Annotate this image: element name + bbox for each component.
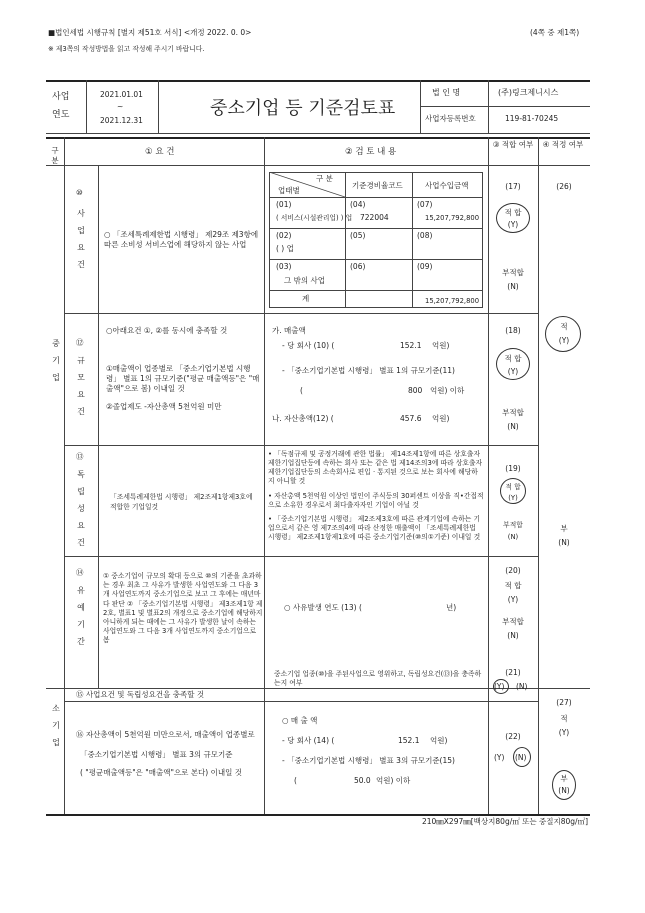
row103-unfit-no: (N) bbox=[507, 533, 519, 541]
row103-number: ⑬ bbox=[76, 452, 84, 461]
row102-rev-a2-open: ( bbox=[300, 386, 303, 395]
row104-number: ⑭ bbox=[76, 568, 84, 577]
row101-requirement: ○ 「조세특례제한법 시행령」 제29조 제3항에 따른 소비성 서비스업에 해당하지 않는 사업 bbox=[104, 230, 259, 249]
col-adequacy: ③ 적합 여부 bbox=[492, 140, 534, 149]
row105-review: 중소기업 업종(⑩)을 주된사업으로 영위하고, 독립성요건(⑬)을 충족하는지 여부 bbox=[274, 670, 482, 687]
header-bottom-border bbox=[46, 165, 590, 166]
row104-rev-close: 년) bbox=[446, 603, 457, 612]
line1-no: (01) bbox=[276, 200, 292, 209]
row104-unfit: 부적합 bbox=[502, 617, 524, 626]
corp-name-label: 법 인 명 bbox=[432, 88, 461, 97]
grid-line bbox=[538, 137, 539, 814]
col-adequacy-2: ④ 적정 여부 bbox=[542, 140, 584, 149]
paper-spec: 210㎜X297㎜[백상지80g/㎡ 또는 중질지80g/㎡] bbox=[421, 817, 588, 826]
divider bbox=[86, 80, 87, 133]
divider bbox=[158, 80, 159, 133]
line2-amount-no: (08) bbox=[417, 231, 433, 240]
row104-rev-label: ○ 사유발생 연도 (13) ( bbox=[284, 603, 362, 612]
grid-line bbox=[269, 290, 483, 291]
small-total-no: (27) bbox=[556, 698, 572, 707]
row104-fit-no: (20) bbox=[505, 566, 521, 575]
table-header-amount: 사업수입금액 bbox=[425, 181, 469, 190]
row103-rev-3: • 「중소기업기본법 시행령」 제2조제3호에 따른 관계기업에 속하는 기업으로서 같은 영 제7조의4에 따라 산정한 매출액이 「조세특례제한법 시행령」 제2조제1항제1호에 따른 중소기업기준(⑩의①기준) 이내일 것 bbox=[268, 515, 481, 541]
fiscal-tilde: ~ bbox=[117, 102, 124, 111]
row106-fit-no: (22) bbox=[505, 732, 521, 741]
row102-req-1: ○아래요건 ①, ②를 동시에 충족할 것 bbox=[106, 326, 228, 335]
line1-code-no: (04) bbox=[350, 200, 366, 209]
corp-name: (주)링크제니시스 bbox=[498, 88, 559, 97]
col-requirement: ① 요 건 bbox=[145, 147, 175, 157]
line3-industry: 그 밖의 사업 bbox=[284, 276, 325, 285]
form-reference: ■법인세법 시행규칙 [별지 제51호 서식] <개정 2022. 0. 0> bbox=[48, 28, 252, 37]
grid-line bbox=[98, 165, 99, 688]
grid-line bbox=[345, 172, 346, 308]
row103-requirement: 「조세특례제한법 시행령」 제2조제1항제3호에 적합한 기업일것 bbox=[110, 493, 253, 511]
grid-line bbox=[488, 137, 489, 814]
col-review: ② 검 토 내 용 bbox=[345, 147, 397, 157]
section-label-small: 소 기 업 bbox=[52, 704, 60, 747]
grid-line bbox=[64, 445, 538, 446]
grid-line bbox=[64, 556, 538, 557]
row106-fit-yes: (Y) bbox=[494, 753, 505, 762]
row105-fit-yes: (Y) bbox=[494, 682, 505, 691]
line2-code-no: (05) bbox=[350, 231, 366, 240]
sme-total-no: (26) bbox=[556, 182, 572, 191]
table-bottom-border bbox=[46, 814, 590, 816]
total-amount: 15,207,792,800 bbox=[425, 297, 480, 305]
fiscal-end-date: 2021.12.31 bbox=[100, 116, 143, 125]
table-header-code: 기준경비율코드 bbox=[352, 181, 403, 190]
document-title: 중소기업 등 기준검토표 bbox=[210, 98, 396, 119]
grid-line bbox=[64, 137, 65, 814]
line1-code: 722004 bbox=[360, 213, 389, 222]
row102-fit: 적 합 bbox=[504, 354, 522, 363]
small-total-fit: 적 bbox=[560, 714, 568, 723]
sme-total-fit-yes: (Y) bbox=[558, 336, 570, 345]
row102-rev-a2-val: 800 bbox=[408, 386, 423, 395]
row106-rev-1-label: - 당 회사 (14) ( bbox=[282, 736, 335, 745]
row104-fit: 적 합 bbox=[504, 581, 522, 590]
row101-fit-yes: (Y) bbox=[507, 220, 519, 229]
row103-fit-yes: (Y) bbox=[508, 494, 518, 502]
row102-unfit: 부적합 bbox=[502, 408, 524, 417]
fiscal-year-label: 사업 bbox=[52, 92, 70, 102]
row102-rev-a: 가. 매출액 bbox=[272, 326, 306, 335]
small-total-unfit: 부 bbox=[560, 774, 568, 783]
row106-rev-2-open: ( bbox=[294, 776, 297, 785]
row102-unfit-no: (N) bbox=[507, 422, 519, 431]
row101-unfit: 부적합 bbox=[502, 268, 524, 277]
row104-unfit-no: (N) bbox=[507, 631, 519, 640]
col-gubun: 구 분 bbox=[51, 146, 59, 165]
row102-rev-b-label: 나. 자산총액(12) ( bbox=[272, 414, 334, 423]
row102-rev-a2: - 「중소기업기본법 시행령」 별표 1의 규모기준(11) bbox=[282, 366, 455, 375]
row105-fit-no: (21) bbox=[505, 668, 521, 677]
table-top-border bbox=[46, 137, 590, 139]
reg-number-label: 사업자등록번호 bbox=[425, 114, 476, 123]
line3-amount-no: (09) bbox=[417, 262, 433, 271]
grid-line bbox=[64, 313, 538, 314]
row103-fit-no: (19) bbox=[505, 464, 521, 473]
row101-number: ⑩ bbox=[76, 188, 83, 197]
small-total-unfit-no: (N) bbox=[558, 786, 570, 795]
line3-no: (03) bbox=[276, 262, 292, 271]
row101-fit: 적 합 bbox=[504, 208, 522, 217]
row103-unfit: 부적합 bbox=[503, 521, 523, 529]
table-header-gubun: 구 분 bbox=[316, 174, 333, 183]
grid-line bbox=[64, 701, 264, 702]
row102-number: ⑫ bbox=[76, 338, 84, 347]
row102-fit-no: (18) bbox=[505, 326, 521, 335]
row106-rev-1-val: 152.1 bbox=[398, 736, 420, 745]
row105-requirement: ⑮ 사업요건 및 독립성요건을 충족할 것 bbox=[76, 690, 205, 699]
row104-label: 유예기간 bbox=[77, 586, 85, 646]
line1-amount: 15,207,792,800 bbox=[425, 214, 480, 222]
section-label-sme: 중 기 업 bbox=[52, 339, 60, 382]
row103-label: 독립성요건 bbox=[77, 470, 85, 547]
row106-rev-title: ○ 매 출 액 bbox=[282, 716, 318, 725]
line2-no: (02) bbox=[276, 231, 292, 240]
row102-rev-a1-label: - 당 회사 (10) ( bbox=[282, 341, 335, 350]
sme-total-unfit-no: (N) bbox=[558, 538, 570, 547]
row102-fit-yes: (Y) bbox=[507, 367, 519, 376]
row106-fit-no-mark: (N) bbox=[515, 753, 527, 762]
sme-total-unfit: 부 bbox=[560, 524, 568, 533]
sme-total-fit: 적 bbox=[560, 322, 568, 331]
row102-rev-a1-val: 152.1 bbox=[400, 341, 422, 350]
row106-rev-2: - 「중소기업기본법 시행령」 별표 3의 규모기준(15) bbox=[282, 756, 455, 765]
row101-fit-no: (17) bbox=[505, 182, 521, 191]
row106-req-2: 「중소기업기본법 시행령」 별표 3의 규모기준 bbox=[80, 750, 233, 759]
grid-line bbox=[269, 228, 483, 229]
row103-fit: 적 합 bbox=[505, 483, 521, 491]
grid-line bbox=[269, 197, 483, 198]
row103-rev-1: • 「독점규제 및 공정거래에 관한 법률」 제14조제1항에 따른 상호출자제한기업집단등에 속하는 회사 또는 같은 법 제14조의3에 따라 상호출자제한기업집단등의 소속회사로 편입 · 통지된 것으로 보는 회사에 해당하지 아니할 것 bbox=[268, 450, 483, 485]
grid-line bbox=[412, 172, 413, 308]
page-count: (4쪽 중 제1쪽) bbox=[530, 28, 580, 37]
grid-line bbox=[264, 137, 265, 814]
divider bbox=[420, 106, 590, 107]
row102-label: 규모요건 bbox=[77, 356, 85, 416]
row102-rev-b-unit: 억원) bbox=[432, 414, 450, 423]
reg-number: 119-81-70245 bbox=[505, 114, 559, 123]
table-header-industry: 업태별 bbox=[278, 186, 300, 195]
row102-req-2: ①매출액이 업종별로 「중소기업기본법 시행령」 별표 1의 규모기준("평균 매출액등"은 "매출액"으로 봄) 이내일 것 bbox=[106, 364, 260, 393]
row102-rev-b-val: 457.6 bbox=[400, 414, 422, 423]
row106-rev-1-unit: 억원) bbox=[430, 736, 448, 745]
line1-industry: ( 서비스(시설관리업) ) 업 bbox=[276, 214, 353, 222]
row106-req-3: ( "평균매출액등"은 "매출액"으로 본다) 이내일 것 bbox=[80, 768, 242, 777]
fiscal-year-label-2: 연도 bbox=[52, 110, 70, 120]
row102-req-3: ②졸업제도 -자산총액 5천억원 미만 bbox=[106, 402, 222, 411]
row104-requirement: ① 중소기업이 규모의 확대 등으로 ⑩의 기준을 초과하는 경우 최초 그 사유가 발생한 사업연도와 그 다음 3개 사업연도까지 중소기업으로 보고 그 후에는 매년마다 판단 ② 「중소기업기본법 시행령」 제3조제1항 제2호, 별표1 및 별표2의 개정으로 중소기업에 해당하지 아니하게 되는 때에는 그 사유가 발생한 날이 속하는 사업연도와 그 다음 3개 사업연도까지 중소기업으로 봄 bbox=[103, 572, 263, 645]
fiscal-start-date: 2021.01.01 bbox=[100, 90, 143, 99]
top-border bbox=[46, 80, 590, 82]
row102-rev-a1-unit: 억원) bbox=[432, 341, 450, 350]
line3-code-no: (06) bbox=[350, 262, 366, 271]
total-label: 계 bbox=[302, 294, 310, 303]
title-bottom-border bbox=[46, 133, 590, 134]
row104-fit-yes: (Y) bbox=[507, 595, 519, 604]
line2-industry: ( ) 업 bbox=[276, 244, 294, 253]
row102-rev-a2-unit: 억원) 이하 bbox=[430, 386, 465, 395]
row101-label: 사업요건 bbox=[77, 209, 85, 269]
row105-fit-no-mark: (N) bbox=[516, 682, 528, 691]
grid-line bbox=[269, 259, 483, 260]
row106-rev-2-val: 50.0 bbox=[354, 776, 371, 785]
row106-req-1: ⑯ 자산총액이 5천억원 미만으로서, 매출액이 업종별로 bbox=[76, 730, 255, 739]
row103-rev-2: • 자산총액 5천억원 이상인 법인이 주식등의 30퍼센트 이상을 직•간접적으로 소유한 경우로서 최다출자자인 기업이 아닐 것 bbox=[268, 492, 484, 509]
instruction-note: ※ 제3쪽의 작성방법을 읽고 작성해 주시기 바랍니다. bbox=[48, 45, 205, 53]
line1-amount-no: (07) bbox=[417, 200, 433, 209]
row101-unfit-no: (N) bbox=[507, 282, 519, 291]
small-total-fit-yes: (Y) bbox=[558, 728, 570, 737]
row106-rev-2-unit: 억원) 이하 bbox=[376, 776, 411, 785]
